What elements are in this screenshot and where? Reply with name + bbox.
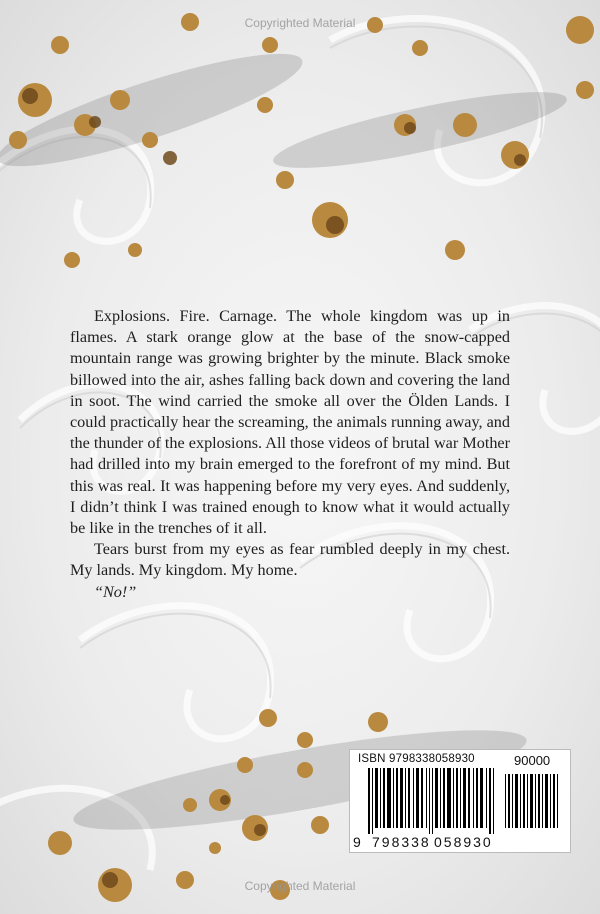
barcode-digit-group-2: 058930	[434, 834, 493, 850]
barcode-bars	[360, 768, 562, 834]
blurb-paragraph-1: Explosions. Fire. Carnage. The whole kingdom was up in flames. A stark orange glow at the base of the snow-capped mountain range was growing brighter by the minute. Black smoke billowed into the air, ashes falling back down and covering the land in soot. The wind carried the smoke all over the Ölden Lands. I could practically hear the screaming, the animals running away, and the thunder of the explosions. All those videos of brutal war Mother had drilled into my brain emerged to the forefront of my mind. But this was real. It was happening before my very eyes. And suddenly, I didn’t think I was trained enough to know what it would actually be like in the trenches of it all.	[70, 307, 510, 538]
barcode-digit-prefix: 9	[353, 834, 363, 850]
blurb-paragraph-2: Tears burst from my eyes as fear rumbled deeply in my chest. My lands. My kingdom. My home.	[70, 540, 510, 580]
barcode-digit-group-1: 798338	[372, 834, 431, 850]
blurb-paragraph-3: “No!”	[94, 582, 137, 601]
watermark-top: Copyrighted Material	[244, 16, 356, 30]
blurb-text	[70, 306, 510, 603]
isbn-barcode-box	[349, 749, 571, 853]
watermark-bottom: Copyrighted Material	[244, 879, 356, 893]
isbn-label: ISBN 9798338058930	[358, 753, 475, 765]
price-code: 90000	[514, 753, 551, 768]
